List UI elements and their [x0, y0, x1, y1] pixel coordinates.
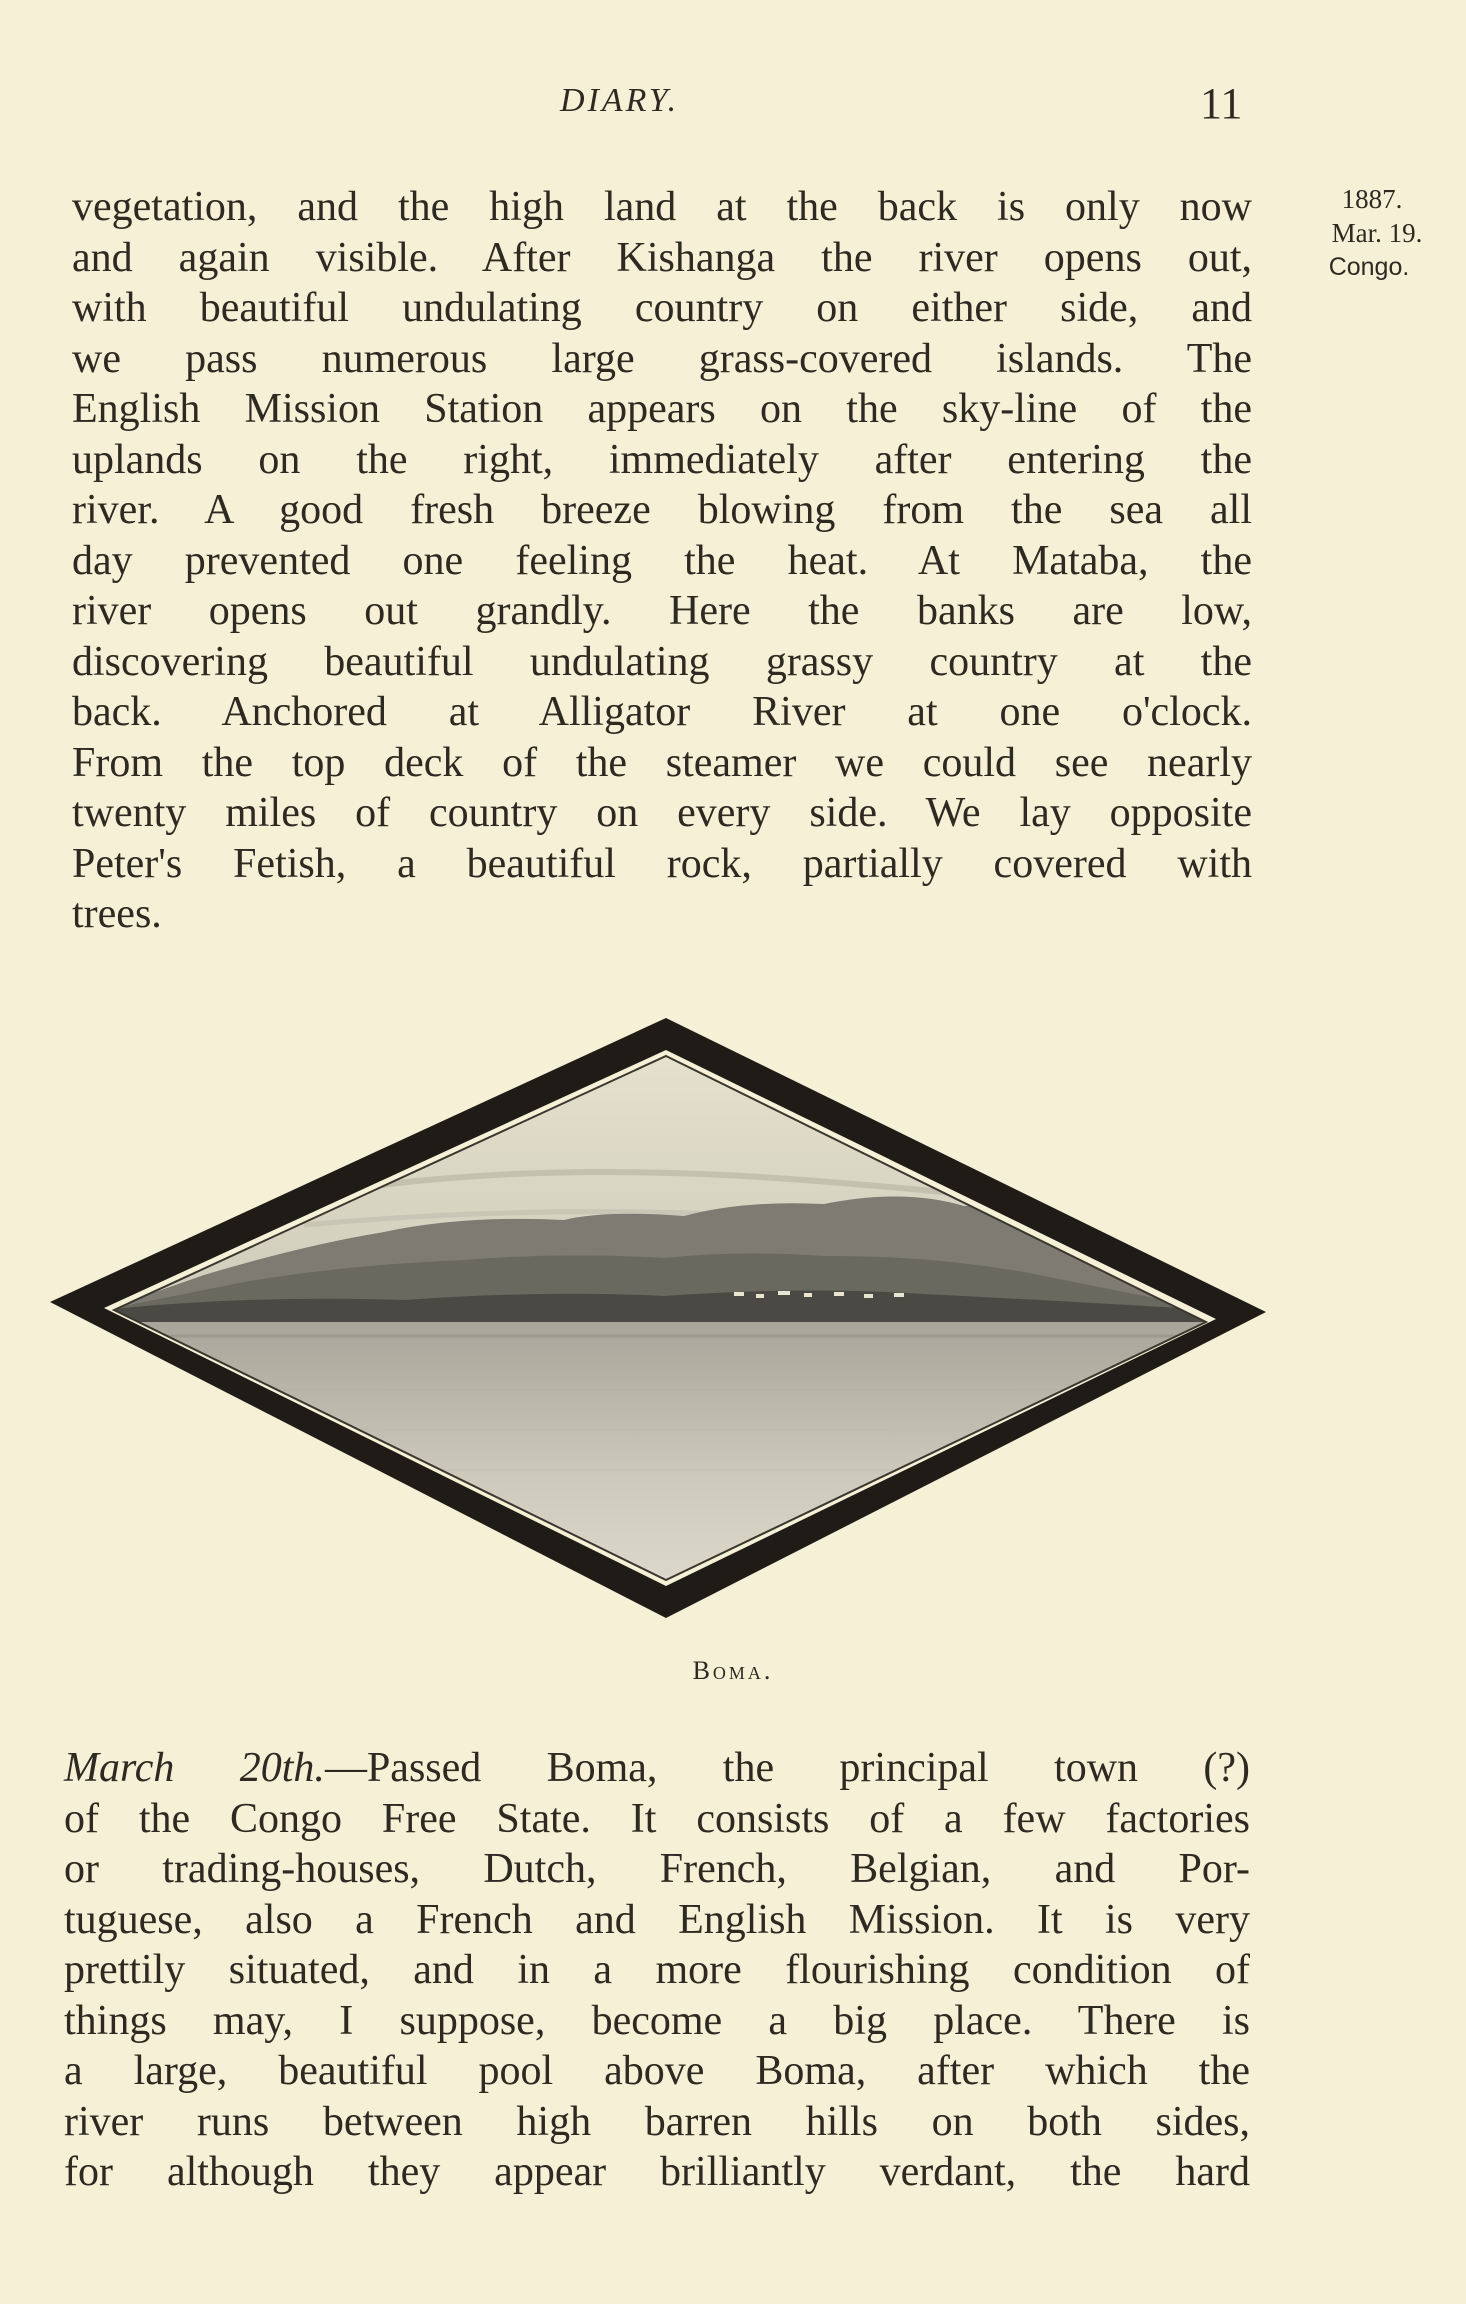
margin-note	[1282, 182, 1432, 284]
text-line: or trading-houses, Dutch, French, Belgian, and Por-	[64, 1846, 1250, 1892]
paragraph-march-20	[64, 1743, 1250, 2198]
text-line: with beautiful undulating country on either side, and	[72, 285, 1252, 331]
text-line: day prevented one feeling the heat. At Mataba, the	[72, 537, 1252, 584]
boma-illustration	[44, 1010, 1276, 1630]
text-line: river opens out grandly. Here the banks are low,	[72, 588, 1252, 634]
text-line: of the Congo Free State. It consists of a few factories	[64, 1795, 1250, 1842]
paragraph-vegetation	[72, 182, 1252, 940]
margin-note-year: 1887.	[1341, 184, 1403, 214]
text-line: things may, I suppose, become a big place. There is	[64, 1997, 1250, 2044]
text-line: a large, beautiful pool above Boma, after which the	[64, 2048, 1250, 2094]
text-line: From the top deck of the steamer we could see nearly	[72, 739, 1252, 786]
caption-text: Boma.	[692, 1656, 774, 1685]
date-label: March 20th.	[64, 1745, 325, 1791]
text-line: prettily situated, and in a more flourishing condition of	[64, 1947, 1250, 1993]
text-line: and again visible. After Kishanga the river opens out,	[72, 234, 1252, 281]
text-line: tuguese, also a French and English Mission. It is very	[64, 1896, 1250, 1943]
margin-note-place: Congo.	[1328, 253, 1410, 281]
text-line: river. A good fresh breeze blowing from the sea all	[72, 487, 1252, 533]
text-line: trees.	[72, 891, 162, 937]
page-number: 11	[1200, 79, 1243, 128]
text-line: we pass numerous large grass-covered islands. The	[72, 335, 1252, 382]
text-line: twenty miles of country on every side. We lay opposite	[72, 790, 1252, 836]
text-line: Peter's Fetish, a beautiful rock, partially covered with	[72, 840, 1252, 887]
text-line: vegetation, and the high land at the back is only now	[72, 184, 1252, 230]
text-line: river runs between high barren hills on both sides,	[64, 2098, 1250, 2145]
running-title: DIARY.	[560, 82, 680, 119]
text-line: English Mission Station appears on the sky-line of the	[72, 386, 1252, 432]
first-line-rest: —Passed Boma, the principal town (?)	[324, 1745, 1250, 1791]
illustration-caption	[0, 1656, 1466, 1686]
text-line: for although they appear brilliantly verdant, the hard	[64, 2149, 1250, 2195]
diamond-frame-engraving	[44, 1010, 1276, 1630]
text-line-first	[64, 1743, 1250, 1794]
margin-note-date: Mar. 19.	[1331, 218, 1423, 248]
text-line: uplands on the right, immediately after entering the	[72, 436, 1252, 483]
text-line: discovering beautiful undulating grassy country at the	[72, 638, 1252, 685]
text-line: back. Anchored at Alligator River at one o'clock.	[72, 689, 1252, 735]
running-head	[0, 79, 1466, 132]
